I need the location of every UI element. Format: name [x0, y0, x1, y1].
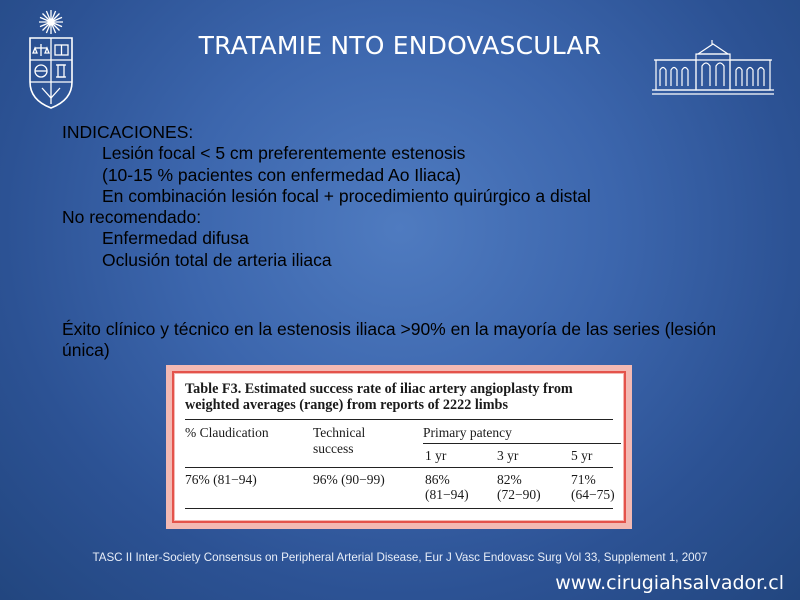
- cell-technical: 96% (90−99): [313, 472, 385, 487]
- not-recommended-item: Oclusión total de arteria iliaca: [102, 249, 332, 270]
- cell-year-5-range: (64−75): [571, 487, 615, 502]
- cell-year-5-value: 71%: [571, 472, 596, 487]
- table-caption: Table F3. Estimated success rate of iliac artery angioplasty from weighted averages (range) from reports of 2222 limbs: [185, 381, 573, 413]
- not-recommended-item: Enfermedad difusa: [102, 228, 249, 249]
- table-bottom-rule: [185, 508, 613, 509]
- cell-year-1-range: (81−94): [425, 487, 469, 502]
- header-technical: Technical success: [313, 425, 366, 456]
- website-url: www.cirugiahsalvador.cl: [555, 572, 784, 594]
- cell-claudication: 76% (81−94): [185, 472, 257, 487]
- not-recommended-heading: No recomendado:: [62, 207, 202, 228]
- success-paragraph: Éxito clínico y técnico en la estenosis iliaca >90% en la mayoría de las series (lesión única): [62, 319, 717, 360]
- indication-item: (10-15 % pacientes con enfermedad Ao Iliaca): [102, 164, 461, 185]
- slide-title: TRATAMIE NTO ENDOVASCULAR: [198, 31, 602, 60]
- header-year-3: 3 yr: [497, 448, 519, 463]
- header-year-1: 1 yr: [425, 448, 447, 463]
- reference-citation: TASC II Inter-Society Consensus on Peripheral Arterial Disease, Eur J Vasc Endovasc Surg Vol 33, Supplement 1, 2007: [92, 551, 708, 564]
- indication-item: En combinación lesión focal + procedimiento quirúrgico a distal: [102, 185, 591, 206]
- header-primary-patency: Primary patency: [423, 425, 512, 440]
- header-year-5: 5 yr: [571, 448, 593, 463]
- hospital-building-icon: [650, 40, 776, 96]
- table-header-row: [185, 420, 613, 467]
- indications-block: [62, 122, 762, 271]
- indication-item: Lesión focal < 5 cm preferentemente estenosis: [102, 143, 466, 164]
- success-rate-table: [166, 365, 632, 529]
- university-crest-icon: [24, 8, 78, 112]
- table-row: [185, 468, 613, 508]
- cell-year-3-range: (72−90): [497, 487, 541, 502]
- cell-year-1-value: 86%: [425, 472, 450, 487]
- indications-heading: INDICACIONES:: [62, 122, 194, 142]
- header-subrule: [423, 443, 621, 444]
- header-claudication: % Claudication: [185, 425, 269, 440]
- table-body: [175, 374, 623, 520]
- cell-year-3-value: 82%: [497, 472, 522, 487]
